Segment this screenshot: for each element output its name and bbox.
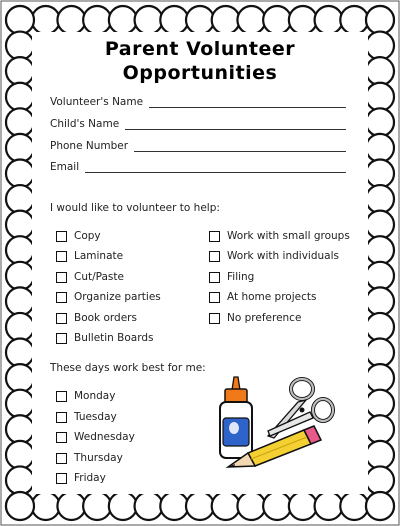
option-book-orders[interactable]: [56, 311, 137, 325]
checkbox[interactable]: [56, 313, 67, 324]
day-label: Thursday: [74, 452, 123, 464]
day-thursday[interactable]: [56, 451, 123, 465]
checkbox[interactable]: [56, 333, 67, 344]
school-supplies-clipart: [210, 372, 340, 472]
option-label: Work with individuals: [227, 250, 339, 262]
checkbox[interactable]: [56, 412, 67, 423]
volunteer-name-line[interactable]: [149, 96, 346, 108]
days-heading: These days work best for me:: [50, 362, 206, 374]
option-work-small-groups[interactable]: [209, 229, 350, 243]
phone-number-field[interactable]: [50, 136, 346, 152]
option-label: Cut/Paste: [74, 271, 124, 283]
email-line[interactable]: [85, 161, 346, 173]
volunteer-name-label: Volunteer's Name: [50, 96, 144, 108]
option-bulletin-boards[interactable]: [56, 331, 154, 345]
option-label: At home projects: [227, 291, 317, 303]
day-label: Monday: [74, 390, 116, 402]
checkbox[interactable]: [56, 251, 67, 262]
checkbox[interactable]: [56, 473, 67, 484]
volunteer-heading: I would like to volunteer to help:: [50, 202, 220, 214]
checkbox[interactable]: [56, 453, 67, 464]
checkbox[interactable]: [209, 313, 220, 324]
option-organize-parties[interactable]: [56, 290, 161, 304]
option-work-individuals[interactable]: [209, 249, 339, 263]
child-name-line[interactable]: [125, 118, 346, 130]
phone-number-label: Phone Number: [50, 140, 129, 152]
phone-number-line[interactable]: [134, 140, 346, 152]
option-label: No preference: [227, 312, 302, 324]
option-label: Copy: [74, 230, 101, 242]
option-label: Organize parties: [74, 291, 161, 303]
option-filing[interactable]: [209, 270, 254, 284]
checkbox[interactable]: [56, 231, 67, 242]
option-laminate[interactable]: [56, 249, 123, 263]
option-no-preference[interactable]: [209, 311, 301, 325]
day-label: Friday: [74, 472, 106, 484]
title-line-2: Opportunities: [122, 62, 278, 84]
option-label: Book orders: [74, 312, 137, 324]
option-copy[interactable]: [56, 229, 101, 243]
checkbox[interactable]: [209, 272, 220, 283]
email-label: Email: [50, 161, 80, 173]
checkbox[interactable]: [56, 272, 67, 283]
glue-bottle-icon: [220, 377, 252, 458]
volunteer-name-field[interactable]: [50, 92, 346, 108]
checkbox[interactable]: [209, 292, 220, 303]
option-cut-paste[interactable]: [56, 270, 124, 284]
option-at-home-projects[interactable]: [209, 290, 316, 304]
child-name-field[interactable]: [50, 114, 346, 130]
checkbox[interactable]: [56, 292, 67, 303]
checkbox[interactable]: [56, 391, 67, 402]
option-label: Laminate: [74, 250, 124, 262]
option-label: Work with small groups: [227, 230, 350, 242]
day-wednesday[interactable]: [56, 430, 135, 444]
title-line-1: Parent Volunteer: [104, 38, 296, 60]
checkbox[interactable]: [56, 432, 67, 443]
day-monday[interactable]: [56, 389, 115, 403]
scissors-icon: [268, 379, 333, 438]
day-tuesday[interactable]: [56, 410, 117, 424]
day-friday[interactable]: [56, 471, 106, 485]
email-field[interactable]: [50, 157, 346, 173]
checkbox[interactable]: [209, 251, 220, 262]
option-label: Bulletin Boards: [74, 332, 154, 344]
day-label: Tuesday: [74, 411, 117, 423]
child-name-label: Child's Name: [50, 118, 120, 130]
checkbox[interactable]: [209, 231, 220, 242]
day-label: Wednesday: [74, 431, 135, 443]
option-label: Filing: [227, 271, 255, 283]
